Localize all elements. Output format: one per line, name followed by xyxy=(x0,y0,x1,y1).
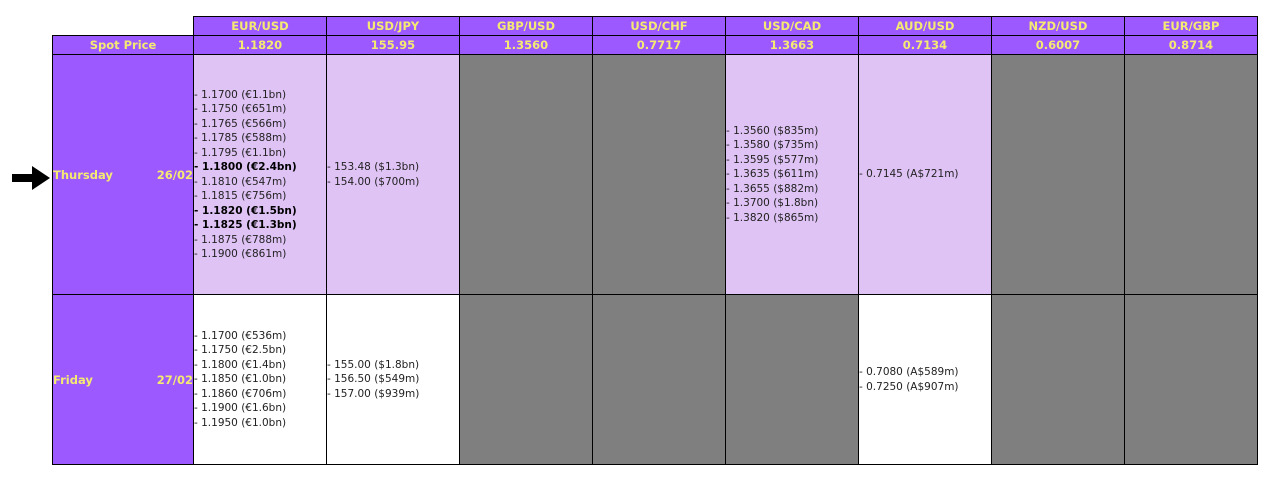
pair-header-nzd-usd: NZD/USD xyxy=(992,17,1125,36)
spot-price-usd-cad: 1.3663 xyxy=(726,36,859,55)
expiry-item: - 1.3635 ($611m) xyxy=(726,168,819,181)
day-cell xyxy=(53,295,194,465)
expiry-item: - 1.1810 (€547m) xyxy=(194,175,287,188)
expiry-row-thursday xyxy=(53,55,1258,295)
spot-price-aud-usd: 0.7134 xyxy=(859,36,992,55)
spot-price-eur-gbp: 0.8714 xyxy=(1125,36,1258,55)
expiry-cell-eur-usd xyxy=(194,55,327,295)
expiry-item: - 1.1700 (€1.1bn) xyxy=(194,88,287,101)
expiry-list xyxy=(726,124,858,226)
spot-price-eur-usd: 1.1820 xyxy=(194,36,327,55)
expiry-cell-usd-chf xyxy=(593,295,726,465)
expiry-item: - 1.1825 (€1.3bn) xyxy=(194,219,297,231)
expiry-cell-eur-gbp xyxy=(1125,55,1258,295)
pair-header-gbp-usd: GBP/USD xyxy=(460,17,593,36)
expiry-item: - 0.7145 (A$721m) xyxy=(859,168,959,181)
day-date: 26/02 xyxy=(156,167,193,182)
expiry-cell-aud-usd xyxy=(859,295,992,465)
day-name: Friday xyxy=(53,372,93,387)
expiry-cell-usd-cad xyxy=(726,295,859,465)
expiry-list xyxy=(859,167,991,182)
spot-price-row xyxy=(53,36,1258,55)
expiry-item: - 1.1815 (€756m) xyxy=(194,190,287,202)
expiry-item: - 1.1700 (€536m) xyxy=(194,329,287,342)
expiry-item: - 1.1850 (€1.0bn) xyxy=(194,373,287,386)
pair-header-aud-usd: AUD/USD xyxy=(859,17,992,36)
pair-header-usd-cad: USD/CAD xyxy=(726,17,859,36)
expiry-item: - 154.00 ($700m) xyxy=(327,175,420,188)
expiry-item: - 1.1750 (€2.5bn) xyxy=(194,344,287,357)
arrow-right-icon xyxy=(12,166,50,190)
expiry-item: - 155.00 ($1.8bn) xyxy=(327,358,420,371)
expiry-item: - 1.3560 ($835m) xyxy=(726,124,819,137)
pair-header-eur-gbp: EUR/GBP xyxy=(1125,17,1258,36)
expiry-item: - 1.3655 ($882m) xyxy=(726,182,819,195)
option-expiries-table xyxy=(52,16,1258,465)
pair-header-usd-jpy: USD/JPY xyxy=(327,17,460,36)
expiry-item: - 156.50 ($549m) xyxy=(327,373,420,386)
expiry-item: - 1.1795 (€1.1bn) xyxy=(194,146,287,159)
expiry-cell-usd-chf xyxy=(593,55,726,295)
day-date: 27/02 xyxy=(156,372,193,387)
expiry-cell-gbp-usd xyxy=(460,295,593,465)
expiry-item: - 1.1750 (€651m) xyxy=(194,103,287,115)
expiry-cell-eur-gbp xyxy=(1125,295,1258,465)
expiry-item: - 1.1800 (€2.4bn) xyxy=(194,161,297,173)
header-corner xyxy=(53,17,194,36)
expiry-item: - 1.1785 (€588m) xyxy=(194,132,287,144)
expiry-item: - 1.3700 ($1.8bn) xyxy=(726,197,819,210)
expiry-item: - 1.1875 (€788m) xyxy=(194,233,287,246)
expiry-item: - 1.3580 ($735m) xyxy=(726,139,819,152)
expiry-cell-nzd-usd xyxy=(992,295,1125,465)
pair-header-eur-usd: EUR/USD xyxy=(194,17,327,36)
pair-header-usd-chf: USD/CHF xyxy=(593,17,726,36)
day-name: Thursday xyxy=(53,167,113,182)
expiry-list xyxy=(859,365,991,394)
expiry-item: - 1.1800 (€1.4bn) xyxy=(194,358,287,371)
currency-pair-header-row xyxy=(53,17,1258,36)
expiry-item: - 1.1860 (€706m) xyxy=(194,387,287,400)
expiry-item: - 1.1900 (€1.6bn) xyxy=(194,402,287,415)
expiry-list xyxy=(327,160,459,189)
expiry-list xyxy=(194,329,326,431)
spot-price-gbp-usd: 1.3560 xyxy=(460,36,593,55)
expiry-rows xyxy=(53,55,1258,465)
expiry-item: - 1.1765 (€566m) xyxy=(194,117,287,130)
expiry-list xyxy=(327,358,459,402)
expiry-item: - 1.1820 (€1.5bn) xyxy=(194,204,297,217)
expiry-item: - 1.1900 (€861m) xyxy=(194,248,287,260)
expiry-cell-aud-usd xyxy=(859,55,992,295)
expiry-cell-nzd-usd xyxy=(992,55,1125,295)
expiry-cell-usd-jpy xyxy=(327,295,460,465)
expiry-item: - 1.1950 (€1.0bn) xyxy=(194,416,287,429)
spot-price-label: Spot Price xyxy=(53,36,194,55)
expiry-item: - 157.00 ($939m) xyxy=(327,387,420,400)
expiry-item: - 0.7250 (A$907m) xyxy=(859,380,959,393)
spot-price-usd-jpy: 155.95 xyxy=(327,36,460,55)
expiry-item: - 1.3820 ($865m) xyxy=(726,211,819,224)
day-cell xyxy=(53,55,194,295)
spot-price-usd-chf: 0.7717 xyxy=(593,36,726,55)
expiry-item: - 0.7080 (A$589m) xyxy=(859,366,959,378)
expiry-item: - 1.3595 ($577m) xyxy=(726,153,819,166)
expiry-list xyxy=(194,88,326,262)
expiry-cell-usd-jpy xyxy=(327,55,460,295)
expiry-cell-usd-cad xyxy=(726,55,859,295)
expiry-item: - 153.48 ($1.3bn) xyxy=(327,161,420,173)
expiry-cell-gbp-usd xyxy=(460,55,593,295)
expiry-cell-eur-usd xyxy=(194,295,327,465)
spot-price-nzd-usd: 0.6007 xyxy=(992,36,1125,55)
expiry-row-friday xyxy=(53,295,1258,465)
